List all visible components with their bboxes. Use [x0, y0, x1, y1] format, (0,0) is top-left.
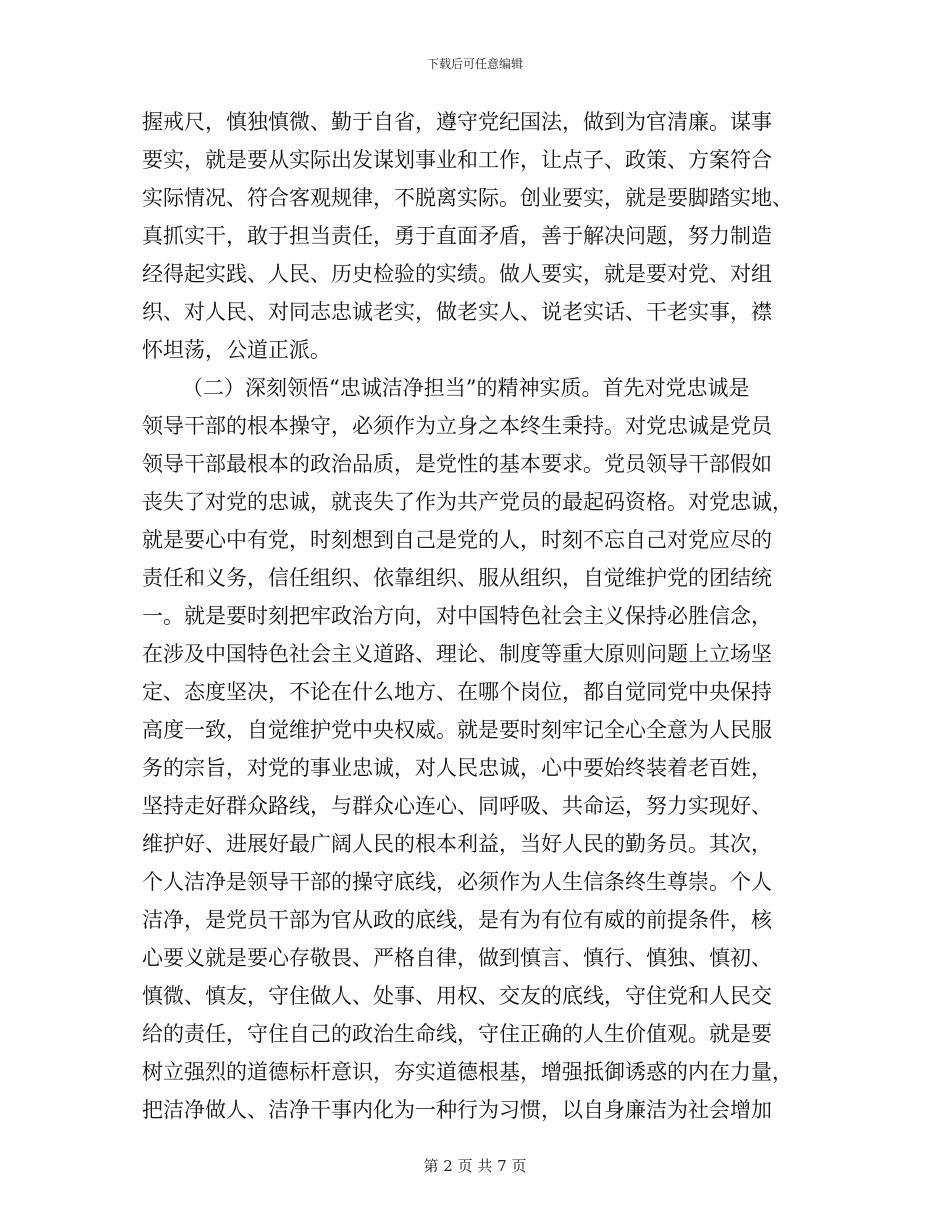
- text-line: 个人洁净是领导干部的操守底线，必须作为人生信条终生尊崇。个人: [142, 870, 772, 894]
- text-line: 真抓实干，敢于担当责任，勇于直面矛盾，善于解决问题，努力制造: [142, 224, 772, 248]
- section-heading-line: （二）深刻领悟“忠诚洁净担当”的精神实质。首先对党忠诚是: [182, 376, 750, 400]
- text-line: 在涉及中国特色社会主义道路、理论、制度等重大原则问题上立场坚: [142, 642, 772, 666]
- text-line: 领导干部的根本操守，必须作为立身之本终生秉持。对党忠诚是党员: [142, 414, 772, 438]
- text-line: 责任和义务，信任组织、依靠组织、服从组织，自觉维护党的团结统: [142, 566, 772, 590]
- document-body: [142, 103, 810, 1129]
- text-line: 领导干部最根本的政治品质，是党性的基本要求。党员领导干部假如: [142, 452, 772, 476]
- text-line: 维护好、进展好最广阔人民的根本利益，当好人民的勤务员。其次，: [142, 832, 772, 856]
- page-number: 第 2 页 共 7 页: [423, 1157, 527, 1175]
- text-line: 实际情况、符合客观规律，不脱离实际。创业要实，就是要脚踏实地、: [142, 186, 793, 210]
- text-line: 慎微、慎友，守住做人、处事、用权、交友的底线，守住党和人民交: [142, 984, 772, 1008]
- text-line: 定、态度坚决，不论在什么地方、在哪个岗位，都自觉同党中央保持: [142, 680, 772, 704]
- text-line: 坚持走好群众路线，与群众心连心、同呼吸、共命运，努力实现好、: [142, 794, 772, 818]
- text-line: 要实，就是要从实际出发谋划事业和工作，让点子、政策、方案符合: [142, 148, 772, 172]
- text-line: 树立强烈的道德标杆意识，夯实道德根基，增强抵御诱惑的内在力量，: [142, 1060, 793, 1084]
- text-line: 握戒尺，慎独慎微、勤于自省，遵守党纪国法，做到为官清廉。谋事: [142, 110, 772, 134]
- text-line: 心要义就是要心存敬畏、严格自律，做到慎言、慎行、慎独、慎初、: [142, 946, 772, 970]
- header-note: 下载后可任意编辑: [426, 57, 523, 71]
- text-line: 一。就是要时刻把牢政治方向，对中国特色社会主义保持必胜信念，: [142, 604, 772, 628]
- text-line: 把洁净做人、洁净干事内化为一种行为习惯，以自身廉洁为社会增加: [142, 1098, 772, 1122]
- text-line: 高度一致，自觉维护党中央权威。就是要时刻牢记全心全意为人民服: [142, 718, 772, 742]
- text-line: 洁净，是党员干部为官从政的底线，是有为有位有威的前提条件，核: [142, 908, 772, 932]
- text-line: 就是要心中有党，时刻想到自己是党的人，时刻不忘自己对党应尽的: [142, 528, 772, 552]
- text-line: 经得起实践、人民、历史检验的实绩。做人要实，就是要对党、对组: [142, 262, 772, 286]
- text-line: 务的宗旨，对党的事业忠诚，对人民忠诚，心中要始终装着老百姓，: [142, 756, 772, 780]
- text-line: 怀坦荡，公道正派。: [142, 338, 331, 362]
- text-line: 织、对人民、对同志忠诚老实，做老实人、说老实话、干老实事，襟: [142, 300, 772, 324]
- text-line: 给的责任，守住自己的政治生命线，守住正确的人生价值观。就是要: [142, 1022, 772, 1046]
- text-line: 丧失了对党的忠诚，就丧失了作为共产党员的最起码资格。对党忠诚，: [142, 490, 793, 514]
